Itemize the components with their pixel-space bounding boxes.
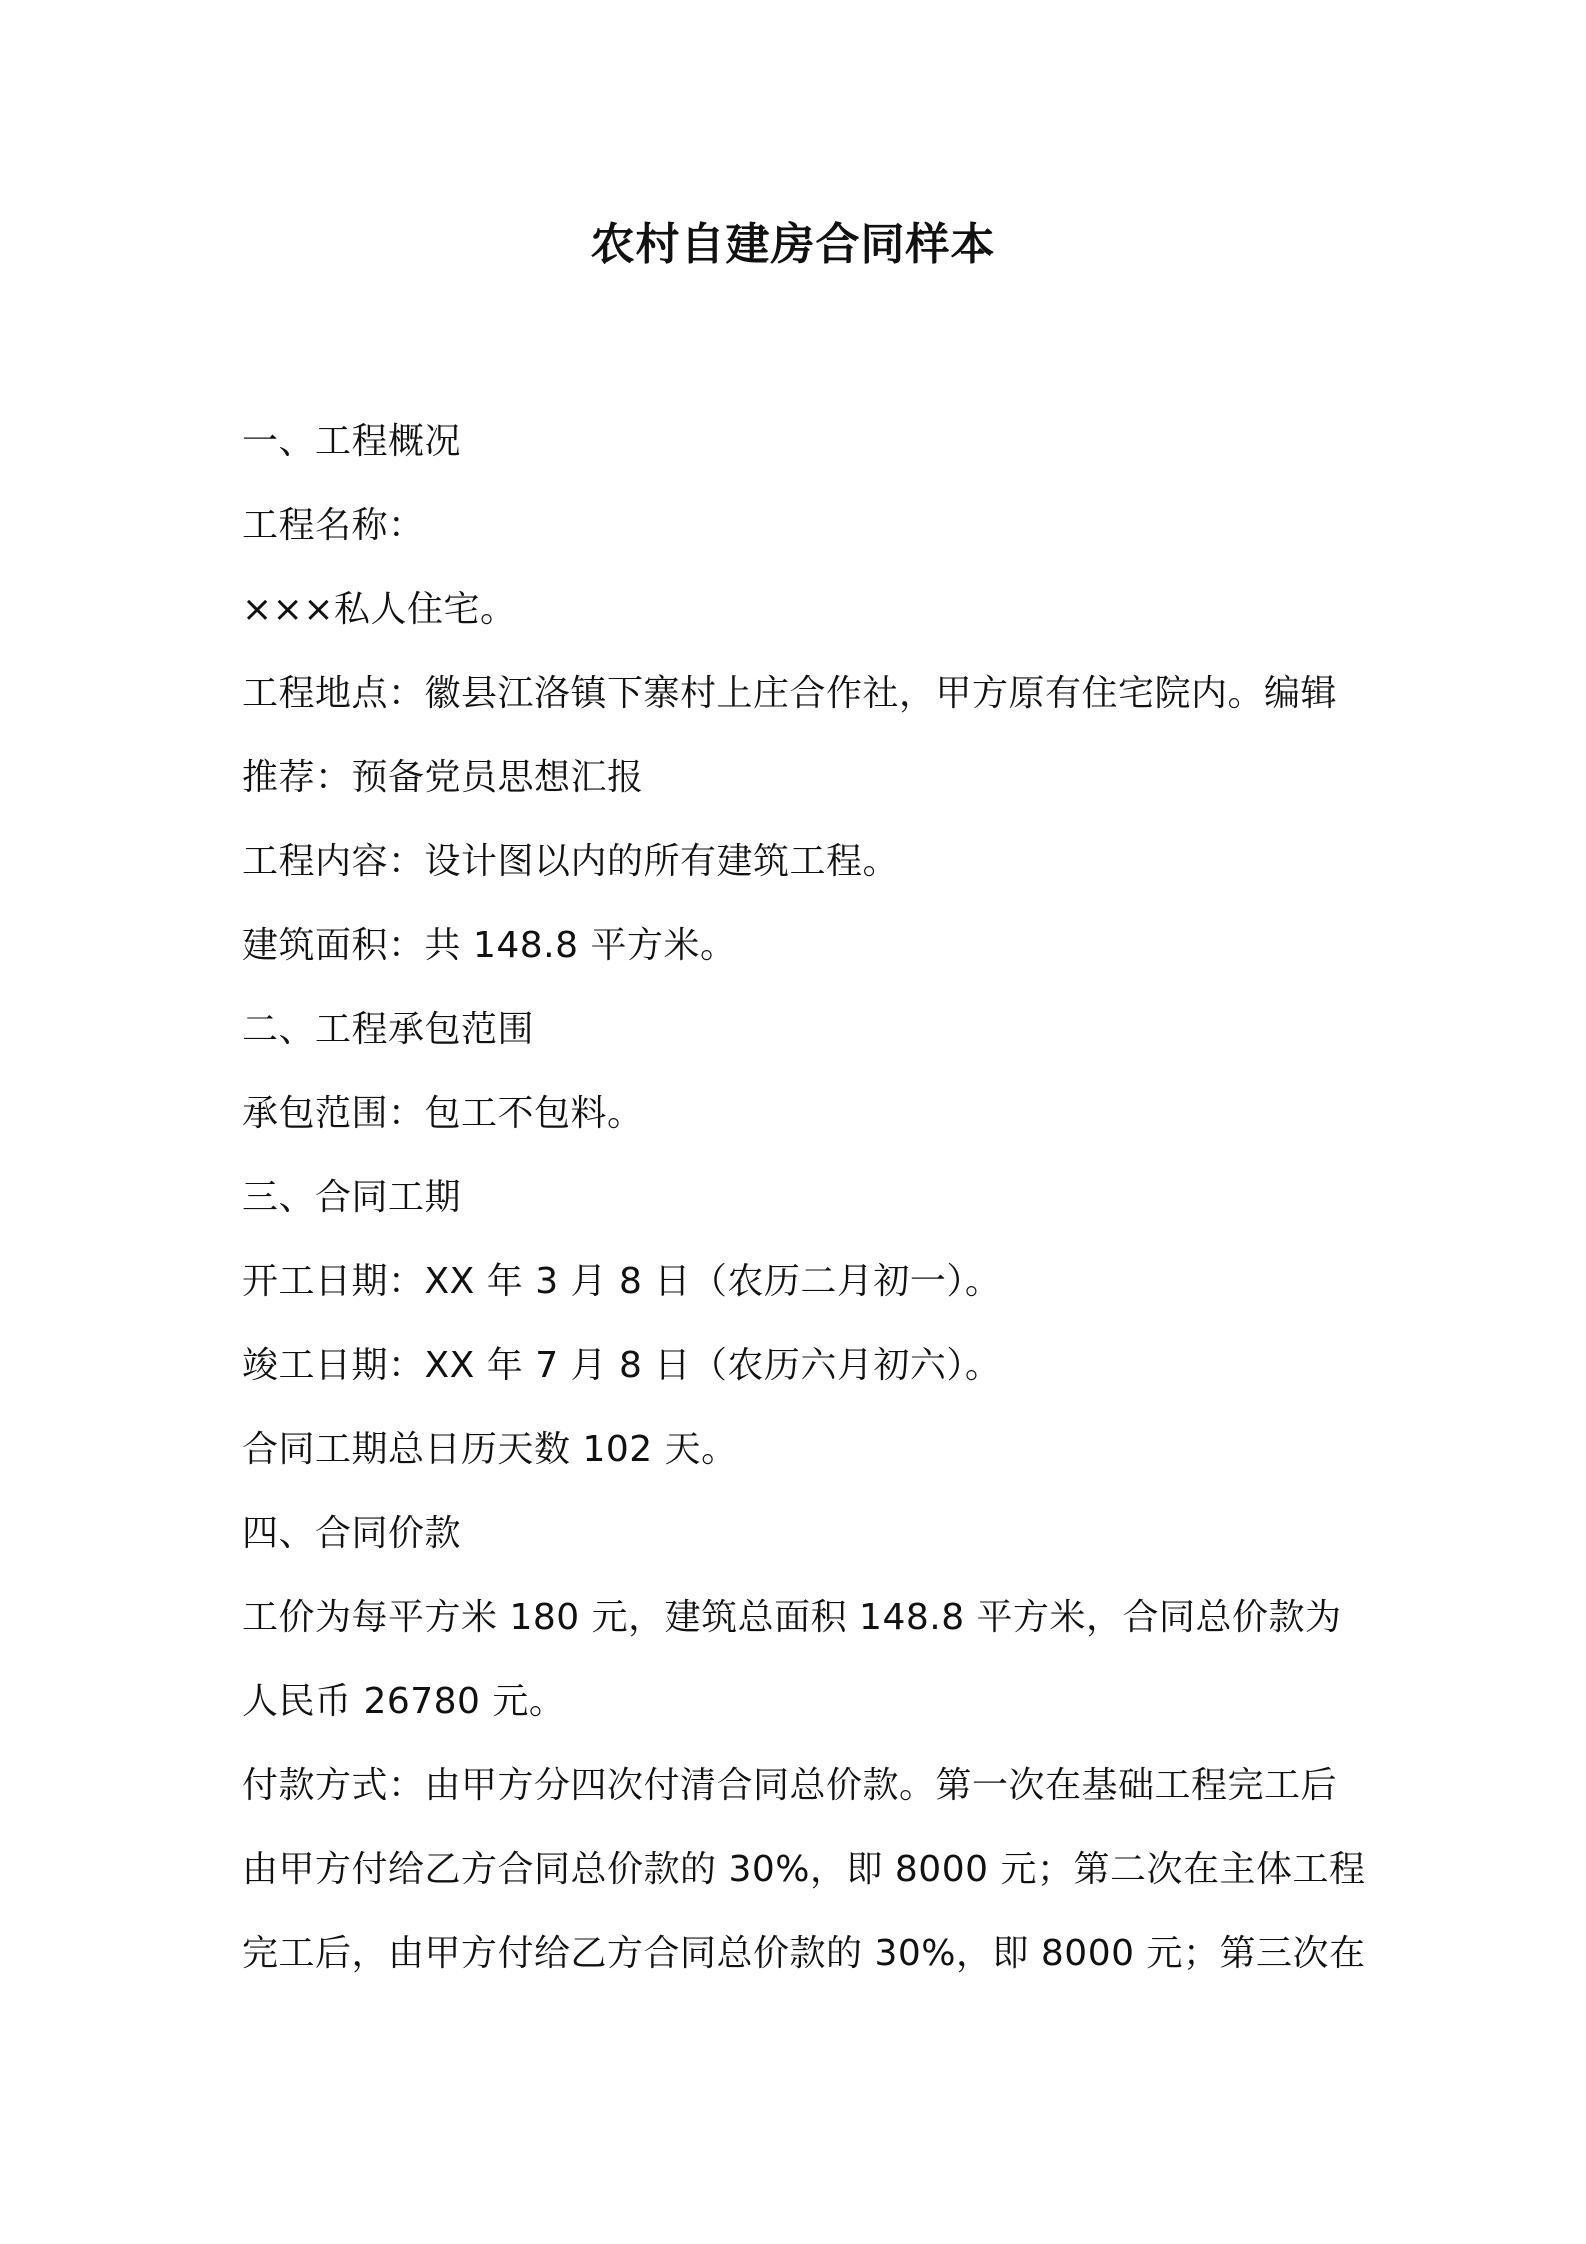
project-name-label: 工程名称： bbox=[242, 505, 425, 546]
price-paragraph-line: 工价为每平方米 180 元，建筑总面积 148.8 平方米，合同总价款为 bbox=[242, 1597, 1342, 1638]
payment-paragraph-line: 付款方式：由甲方分四次付清合同总价款。第一次在基础工程完工后 bbox=[242, 1765, 1338, 1806]
price-paragraph-line: 人民币 26780 元。 bbox=[242, 1681, 566, 1722]
document-body bbox=[242, 400, 1366, 1996]
building-area: 建筑面积：共 148.8 平方米。 bbox=[242, 925, 737, 966]
section-heading-scope: 二、工程承包范围 bbox=[242, 1009, 535, 1050]
payment-paragraph-line: 由甲方付给乙方合同总价款的 30%，即 8000 元；第二次在主体工程 bbox=[242, 1849, 1366, 1890]
start-date: 开工日期：XX 年 3 月 8 日（农历二月初一）。 bbox=[242, 1261, 1002, 1302]
section-heading-period: 三、合同工期 bbox=[242, 1177, 462, 1218]
section-heading-price: 四、合同价款 bbox=[242, 1513, 462, 1554]
contract-scope: 承包范围：包工不包料。 bbox=[242, 1093, 644, 1134]
payment-paragraph-line: 完工后，由甲方付给乙方合同总价款的 30%，即 8000 元；第三次在 bbox=[242, 1933, 1366, 1974]
total-days: 合同工期总日历天数 102 天。 bbox=[242, 1429, 738, 1470]
project-location: 工程地点：徽县江洛镇下寨村上庄合作社，甲方原有住宅院内。编辑 bbox=[242, 673, 1338, 714]
project-name-value: ×××私人住宅。 bbox=[242, 589, 517, 630]
section-heading-overview: 一、工程概况 bbox=[242, 421, 462, 462]
document-title: 农村自建房合同样本 bbox=[590, 219, 996, 270]
completion-date: 竣工日期：XX 年 7 月 8 日（农历六月初六）。 bbox=[242, 1345, 1002, 1386]
project-content: 工程内容：设计图以内的所有建筑工程。 bbox=[242, 841, 900, 882]
recommendation-line: 推荐：预备党员思想汇报 bbox=[242, 757, 644, 798]
